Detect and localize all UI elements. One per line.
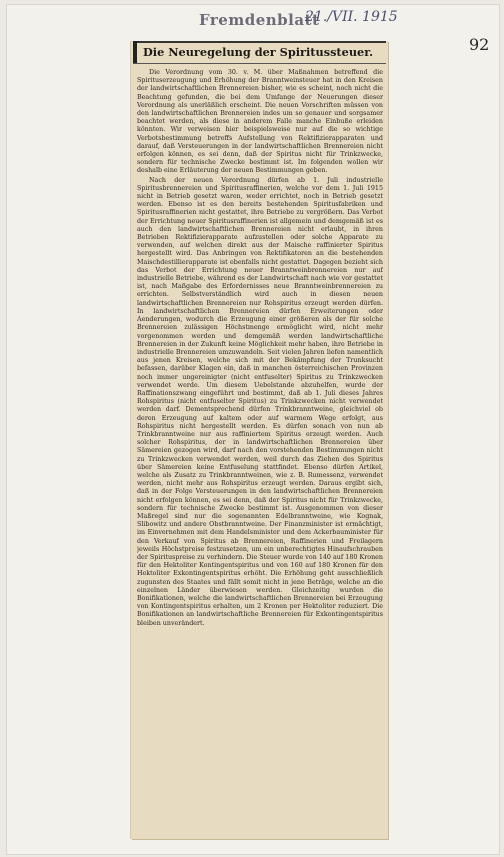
page-number: 92 bbox=[469, 35, 490, 54]
article-paragraph: Nach der neuen Verordnung dürfen ab 1. Juli industrielle Spiritusbrennereien und Spiritusraffinerien, welche vor dem 1. Juli 1915 nicht in Betrieb gesetzt waren, weder errichtet, noch in Betrieb gesetzt werden. Ebenso ist es den bereits bestehenden Spiritusfabriken und Spiritusraffinerien nicht gestattet, ihre Betriebe zu vergrößern. Das Verbot der Errichtung neuer Spiritusraffinerien ist allgemein und demgemäß ist es auch den landwirtschaftlichen Brennereien nicht erlaubt, in ihren Betrieben Rektifizierapparate aufzustellen oder solche Apparate zu verwenden, auf welchen direkt aus der Maische raffinierter Spiritus hergestellt wird. Das Anbringen von Rektifikatoren an die bestehenden Maischdestillierapparate ist ebenfalls nicht gestattet. Dagegen bezieht sich das Verbot der Errichtung neuer Branntweinbrennereien nur auf industrielle Betriebe, während es der Landwirtschaft nach wie vor gestattet ist, nach Maßgabe des Erfordernisses neue Branntweinbrennereien zu errichten. Selbstverständlich wird auch in diesen neuen landwirtschaftlichen Brennereien nur Rohspiritus erzeugt werden dürfen. In landwirtschaftlichen Brennereien dürfen Erweiterungen oder Aenderungen, wodurch die Erzeugung einer größeren als der für solche Brennereien zulässigen Höchstmenge ermöglicht wird, nicht mehr vorgenommen werden und demgemäß werden landwirtschaftliche Brennereien in der Zukunft keine Möglichkeit mehr haben, ihre Betriebe in industrielle Brennereien umzuwandeln. Seit vielen Jahren liefen namentlich aus jenen Kreisen, welche sich mit der Bekämpfung der Trunksucht befassen, darüber Klagen ein, daß in manchen österreichischen Provinzen noch immer ungereinigter (nicht entfuselter) Spiritus zu Trinkzwecken verwendet werde. Um diesem Uebelstande abzuhelfen, wurde der Raffinationszwang eingeführt und bestimmt, daß ab 1. Juli dieses Jahres Rohspiritus (nicht entfuselter Spiritus) zu Trinkzwecken nicht verwendet werden darf. Dementsprechend dürfen Trinkbranntweine, gleichviel ob deren Erzeugung auf kaltem oder auf warmem Wege erfolgt, aus Rohspiritus nicht hergestellt werden. Es dürfen sonach von nun ab Trinkbranntweine nur aus raffiniertem Spiritus erzeugt werden. Auch solcher Rohspiritus, der in landwirtschaftlichen Brennereien über Sämereien gezogen wird, darf nach den vorstehenden Bestimmungen nicht zu Trinkzwecken verwendet werden, weil durch das Ziehen des Spiritus über Sämereien keine Entfuselung stattfindet. Ebenso dürfen Artikel, welche als Zusatz zu Trinkbranntweinen, wie z. B. Rumessenz, verwendet werden, nicht mehr aus Rohspiritus erzeugt werden. Daraus ergibt sich, daß in der Folge Versteuerungen in den landwirtschaftlichen Brennereien nicht erfolgen können, es sei denn, daß der Spiritus nicht für Trinkzwecke, sondern für technische Zwecke bestimmt ist. Ausgenommen von dieser Maßregel sind nur die sogenannten Edelbranntweine, wie Kognak, Slibowitz und andere Obstbranntweine. Der Finanzminister ist ermächtigt, im Einvernehmen mit dem Handelsminister und dem Ackerbauminister für den Verkauf von Spiritus ab Brennereien, Raffinerien und Freilagern jeweils Höchstpreise festzusetzen, um ein unberechtigtes Hinaufschrauben der Spirituspreise zu verhindern. Die Steuer wurde von 140 auf 180 Kronen für den Hektoliter Kontingentspiritus und von 160 auf 180 Kronen für den Hektoliter Exkontingentspiritus erhöht. Die Erhöhung geht ausschließlich zugunsten des Staates und fällt somit nicht in jene Beträge, welche an die einzelnen Länder überwiesen werden. Gleichzeitig wurden die Bonifikationen, welche die landwirtschaftlichen Brennereien bei Erzeugung von Kontingentspiritus erhalten, um 2 Kronen per Hektoliter reduziert. Die Bonifikationen an landwirtschaftliche Brennereien für Exkontingentspiritus bleiben unverändert. bbox=[137, 176, 383, 627]
article-body bbox=[137, 69, 383, 834]
top-rule bbox=[133, 41, 386, 43]
handwritten-date: 21./VII. 1915 bbox=[305, 9, 398, 25]
title-side-bar bbox=[133, 41, 137, 63]
newspaper-clipping bbox=[131, 41, 388, 839]
article-paragraph: Die Verordnung vom 30. v. M. über Maßnahmen betreffend die Spirituserzeugung und Erhöhung der Branntweinsteuer hat in den Kreisen der landwirtschaftlichen Brennereien bisher, wie es scheint, noch nicht die Beachtung gefunden, die bei dem Umfange der Neuerungen dieser Verordnung als unerläßlich erscheint. Die neuen Vorschriften müssen von den landwirtschaftlichen Brennereien indes um so genauer und sorgsamer beachtet werden, als diese in anderem Falle manche Einbuße erleiden könnten. Wir verweisen hier beispielsweise nur auf die so wichtige Verbotsbestimmung betreffs Aufstellung von Rektifizierapparaten und darauf, daß Versteuerungen in der landwirtschaftlichen Brennereien nicht erfolgen können, es sei denn, daß der Spiritus nicht für Trinkzwecke, sondern für technische Zwecke bestimmt ist. Im folgenden wollen wir deshalb eine Erläuterung der neuen Bestimmungen geben. bbox=[137, 69, 383, 175]
article-title: Die Neuregelung der Spiritussteuer. bbox=[143, 45, 374, 59]
newspaper-name: Fremdenblatt bbox=[199, 11, 320, 29]
title-divider bbox=[133, 63, 386, 64]
archive-sheet bbox=[6, 4, 500, 855]
